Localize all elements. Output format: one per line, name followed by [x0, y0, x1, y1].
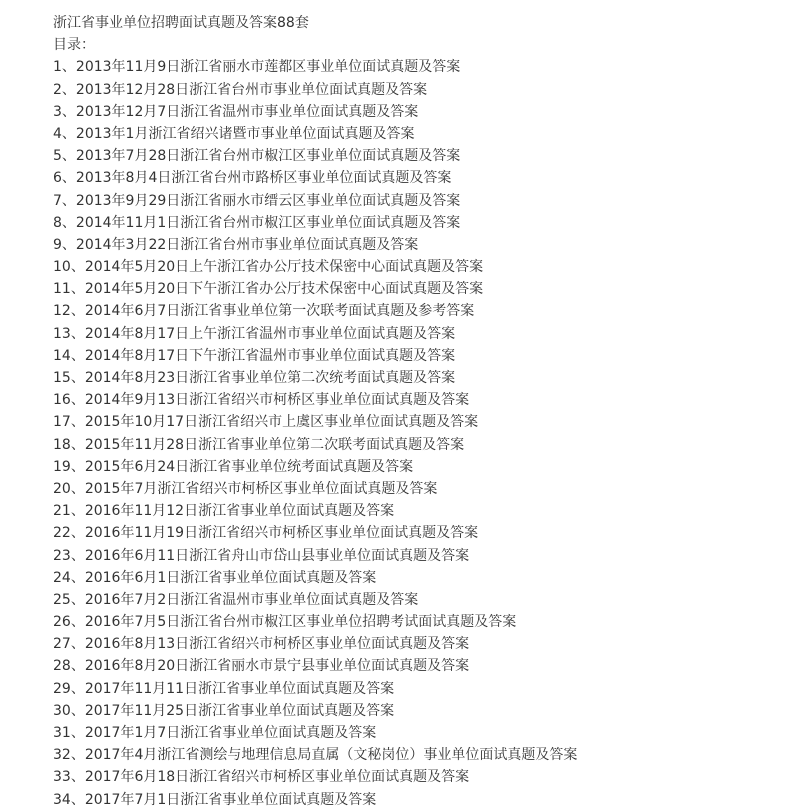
- toc-item: 3、2013年12月7日浙江省温州市事业单位面试真题及答案: [53, 103, 419, 120]
- toc-item: 25、2016年7月2日浙江省温州市事业单位面试真题及答案: [53, 591, 419, 608]
- toc-item: 8、2014年11月1日浙江省台州市椒江区事业单位面试真题及答案: [53, 214, 461, 231]
- document-body: [53, 12, 790, 811]
- toc-list: [53, 56, 790, 810]
- toc-item: 13、2014年8月17日上午浙江省温州市事业单位面试真题及答案: [53, 325, 456, 342]
- toc-heading: 目录：: [53, 37, 95, 54]
- toc-item: 16、2014年9月13日浙江省绍兴市柯桥区事业单位面试真题及答案: [53, 392, 470, 409]
- toc-item: 11、2014年5月20日下午浙江省办公厅技术保密中心面试真题及答案: [53, 281, 484, 298]
- toc-item: 4、2013年1月浙江省绍兴诸暨市事业单位面试真题及答案: [53, 125, 415, 142]
- toc-item: 27、2016年8月13日浙江省绍兴市柯桥区事业单位面试真题及答案: [53, 636, 470, 653]
- toc-item: 19、2015年6月24日浙江省事业单位统考面试真题及答案: [53, 458, 414, 475]
- document-title: 浙江省事业单位招聘面试真题及答案88套: [53, 15, 309, 31]
- toc-item: 6、2013年8月4日浙江省台州市路桥区事业单位面试真题及答案: [53, 170, 452, 187]
- toc-item: 32、2017年4月浙江省测绘与地理信息局直属（文秘岗位）事业单位面试真题及答案: [53, 747, 578, 764]
- toc-item: 30、2017年11月25日浙江省事业单位面试真题及答案: [53, 702, 395, 719]
- toc-item: 1、2013年11月9日浙江省丽水市莲都区事业单位面试真题及答案: [53, 59, 461, 76]
- toc-item: 5、2013年7月28日浙江省台州市椒江区事业单位面试真题及答案: [53, 148, 461, 165]
- toc-item: 17、2015年10月17日浙江省绍兴市上虞区事业单位面试真题及答案: [53, 414, 479, 431]
- toc-item: 2、2013年12月28日浙江省台州市事业单位面试真题及答案: [53, 81, 428, 98]
- toc-item: 26、2016年7月5日浙江省台州市椒江区事业单位招聘考试面试真题及答案: [53, 614, 517, 631]
- toc-item: 18、2015年11月28日浙江省事业单位第二次联考面试真题及答案: [53, 436, 465, 453]
- toc-item: 10、2014年5月20日上午浙江省办公厅技术保密中心面试真题及答案: [53, 259, 484, 276]
- toc-item: 29、2017年11月11日浙江省事业单位面试真题及答案: [53, 680, 395, 697]
- toc-item: 21、2016年11月12日浙江省事业单位面试真题及答案: [53, 503, 395, 520]
- toc-item: 12、2014年6月7日浙江省事业单位第一次联考面试真题及参考答案: [53, 303, 475, 320]
- toc-item: 24、2016年6月1日浙江省事业单位面试真题及答案: [53, 569, 377, 586]
- toc-item: 20、2015年7月浙江省绍兴市柯桥区事业单位面试真题及答案: [53, 480, 438, 497]
- toc-item: 33、2017年6月18日浙江省绍兴市柯桥区事业单位面试真题及答案: [53, 769, 470, 786]
- toc-item: 34、2017年7月1日浙江省事业单位面试真题及答案: [53, 791, 377, 808]
- toc-item: 14、2014年8月17日下午浙江省温州市事业单位面试真题及答案: [53, 347, 456, 364]
- toc-item: 7、2013年9月29日浙江省丽水市缙云区事业单位面试真题及答案: [53, 192, 461, 209]
- toc-item: 28、2016年8月20日浙江省丽水市景宁县事业单位面试真题及答案: [53, 658, 470, 675]
- toc-item: 23、2016年6月11日浙江省舟山市岱山县事业单位面试真题及答案: [53, 547, 470, 564]
- toc-item: 15、2014年8月23日浙江省事业单位第二次统考面试真题及答案: [53, 370, 456, 386]
- toc-item: 31、2017年1月7日浙江省事业单位面试真题及答案: [53, 725, 377, 741]
- toc-item: 9、2014年3月22日浙江省台州市事业单位面试真题及答案: [53, 236, 419, 253]
- toc-item: 22、2016年11月19日浙江省绍兴市柯桥区事业单位面试真题及答案: [53, 525, 479, 542]
